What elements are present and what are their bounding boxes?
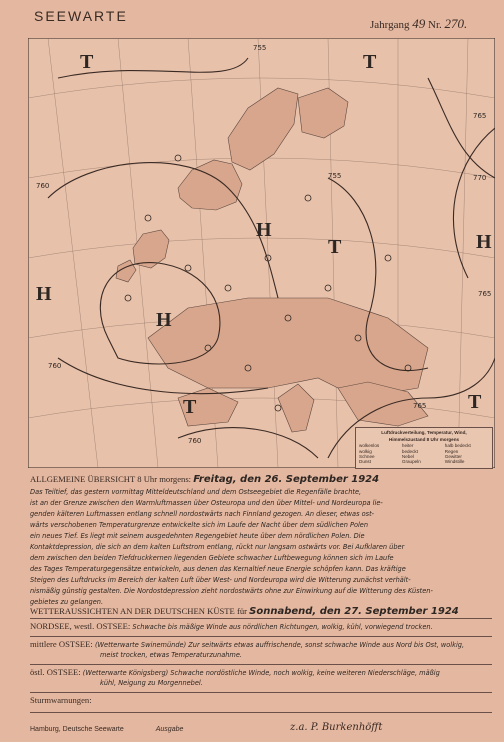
high-pressure-marker: H bbox=[256, 219, 272, 241]
low-pressure-marker: T bbox=[468, 391, 482, 413]
isobar-label: 765 bbox=[413, 402, 427, 410]
low-pressure-marker: T bbox=[328, 236, 342, 258]
outlook-row bbox=[30, 639, 464, 651]
overview-line: dem zwischen den beiden Tiefdruckkernen liegenden Gebiete schwacher Luftbewegung können sich im Laufe bbox=[30, 554, 394, 562]
divider bbox=[30, 692, 492, 693]
nr-label: Nr. bbox=[428, 19, 442, 31]
legend-item: wolkig bbox=[359, 448, 372, 454]
isobar-label: 760 bbox=[36, 182, 50, 190]
legend-item: Nebel bbox=[401, 453, 414, 459]
outlook-text: Schwache bis mäßige Winde aus nördlichen Richtungen, wolkig, kühl, vorwiegend trocken. bbox=[132, 623, 433, 631]
overview-line: gebietes zu gelangen. bbox=[30, 598, 104, 606]
legend-item: Gewitter bbox=[444, 453, 462, 459]
overview-line: Das Teiltief, das gestern vormittag Mitteldeutschland und dem Ostseegebiet die Regenfälle brachte, bbox=[30, 488, 362, 496]
isobar-label: 760 bbox=[188, 437, 202, 445]
legend-items bbox=[356, 442, 492, 465]
map-legend bbox=[355, 427, 493, 469]
legend-item: Schnee bbox=[359, 453, 375, 459]
divider bbox=[30, 618, 492, 619]
isobar-label: 765 bbox=[473, 112, 487, 120]
low-pressure-marker: T bbox=[363, 51, 377, 73]
legend-item: Regen bbox=[444, 448, 459, 454]
legend-item: Windstille bbox=[444, 459, 465, 465]
weather-map bbox=[28, 38, 495, 468]
high-pressure-marker: H bbox=[36, 283, 52, 305]
issue-info bbox=[370, 16, 467, 32]
legend-item: heiter bbox=[401, 443, 414, 449]
isobar-label: 755 bbox=[328, 172, 342, 180]
outlook-text-cont: meist trocken, etwas Temperaturzunahme. bbox=[100, 651, 243, 659]
signature: z.a. P. Burkenhöfft bbox=[290, 722, 383, 733]
overview-line: des Tages Temperaturgegensätze entwickeln, aus denen das Kernaltief neue Energie schöpfen kann. Das kräftige bbox=[30, 565, 406, 573]
outlook-region: Sturmwarnungen: bbox=[30, 695, 92, 705]
legend-title-2: Himmelszustand 8 Uhr morgens bbox=[388, 437, 460, 443]
outlook-text-cont: kühl, Neigung zu Morgennebel. bbox=[100, 679, 203, 687]
publisher-line bbox=[30, 726, 183, 733]
outlook-row bbox=[30, 621, 433, 633]
jahrgang-value: 49 bbox=[412, 16, 426, 31]
overview-line: ein neues Tief. Es liegt mit seinem ausgedehnten Regengebiet heute über dem nördlichen Polen. Die bbox=[30, 532, 365, 540]
legend-title-1: Luftdruckverteilung, Temperatur, Wind, bbox=[381, 430, 467, 435]
issue-stamp: Ausgabe bbox=[155, 726, 184, 733]
high-pressure-marker: H bbox=[476, 231, 492, 253]
isobar-label: 760 bbox=[48, 362, 62, 370]
overview-line: nismäßig günstig gestalten. Die Nordostdepression zieht nordostwärts ohne zur Einwirkung auf die Witterung des Küsten- bbox=[30, 587, 433, 595]
divider bbox=[30, 664, 492, 665]
legend-item: bedeckt bbox=[401, 448, 418, 454]
outlook-region: mittlere OSTSEE: bbox=[30, 639, 93, 649]
outlook-region: östl. OSTSEE: bbox=[30, 667, 81, 677]
legend-item: wolkenlos bbox=[359, 443, 380, 449]
legend-item: halb bedeckt bbox=[444, 443, 471, 449]
nr-value: 270. bbox=[444, 16, 468, 31]
overview-line: wärts verschobenen Temperaturgrenze entwickelte sich im Laufe der Nacht über dem südlichen Polen bbox=[30, 521, 369, 529]
isobar-label: 765 bbox=[478, 290, 492, 298]
outlook-text: (Wetterwarte Swinemünde) Zur seitwärts etwas auffrischende, sonst schwache Winde aus Nord bis Ost, wolkig, bbox=[94, 641, 465, 649]
outlook-heading bbox=[30, 606, 459, 617]
isobar-label: 755 bbox=[253, 44, 267, 52]
overview-heading bbox=[30, 474, 379, 485]
low-pressure-marker: T bbox=[183, 396, 197, 418]
jahrgang-label: Jahrgang bbox=[370, 19, 410, 31]
low-pressure-marker: T bbox=[80, 51, 94, 73]
legend-item: Dunst bbox=[359, 459, 372, 465]
overview-line: ist an der Grenze zwischen den Warmluftmassen über Osteuropa und den über Mittel- und Nordeuropa lie- bbox=[30, 499, 383, 507]
outlook-row bbox=[30, 695, 92, 706]
divider bbox=[30, 712, 492, 713]
outlook-text: (Wetterwarte Königsberg) Schwache nordöstliche Winde, noch wolkig, keine weiteren Niederschläge, mäßig bbox=[82, 669, 440, 677]
legend-item: Graupeln bbox=[401, 459, 421, 465]
divider bbox=[30, 636, 492, 637]
overview-line: Kontaktdepression, die sich an dem kalten Luftstrom entlang, rückt nur langsam ostwärts vor. Bei Aufklaren über bbox=[30, 543, 405, 551]
outlook-date: Sonnabend, den 27. September 1924 bbox=[249, 606, 459, 617]
overview-label: ALLGEMEINE ÜBERSICHT 8 Uhr morgens: bbox=[30, 474, 192, 484]
publisher: Hamburg, Deutsche Seewarte bbox=[30, 726, 124, 733]
outlook-label: WETTERAUSSICHTEN AN DER DEUTSCHEN KÜSTE für bbox=[30, 606, 247, 616]
high-pressure-marker: H bbox=[156, 309, 172, 331]
outlook-row bbox=[30, 667, 440, 679]
publication-title: SEEWARTE bbox=[34, 8, 128, 24]
isobar-label: 770 bbox=[473, 174, 487, 182]
overview-date: Freitag, den 26. September 1924 bbox=[193, 474, 380, 485]
overview-line: genden kälteren Luftmassen entlang schnell nordostwärts nach Finnland gezogen. An dieser, etwas ost- bbox=[30, 510, 375, 518]
outlook-region: NORDSEE, westl. OSTSEE: bbox=[30, 621, 131, 631]
overview-line: Steigen des Luftdrucks im Bereich der kalten Luft über West- und Nordeuropa wird die Witterung zunächst verhält- bbox=[30, 576, 411, 584]
